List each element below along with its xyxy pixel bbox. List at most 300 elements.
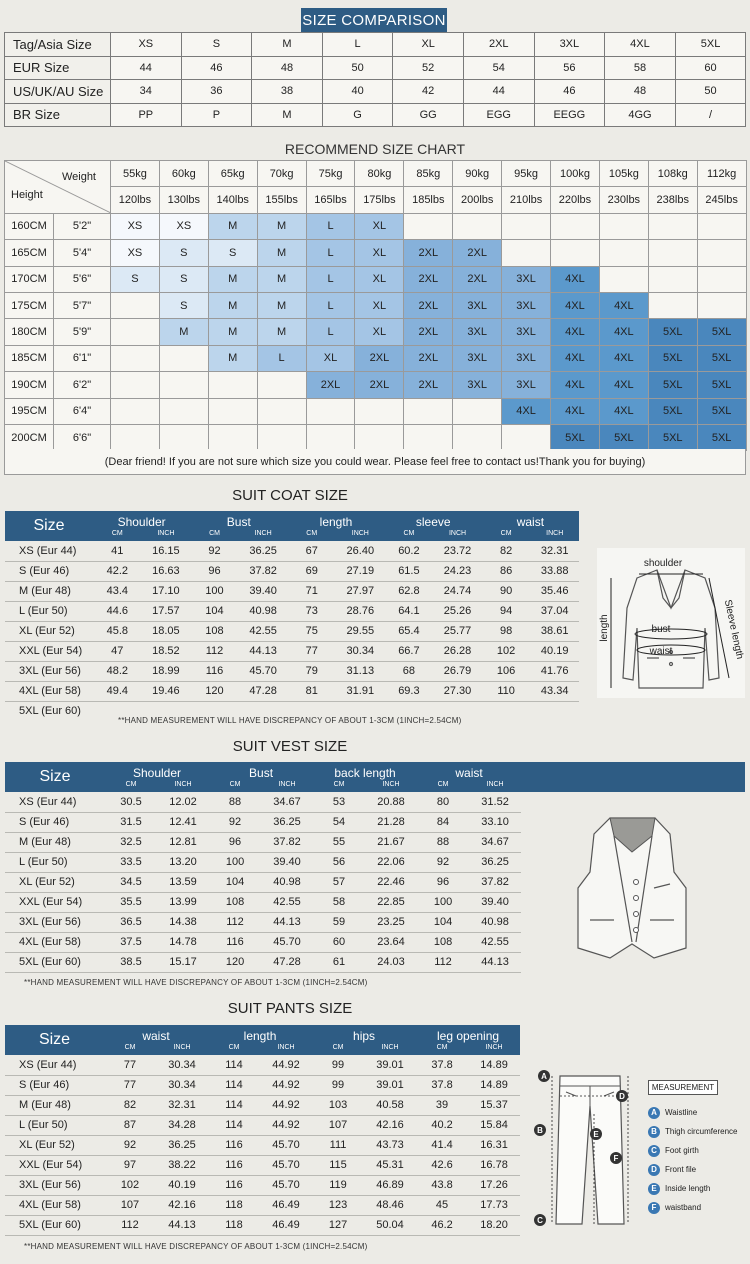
comparison-cell: 46: [534, 80, 605, 104]
vest-value-cell: 23.25: [365, 912, 417, 932]
recommend-size-cell: 3XL: [502, 292, 551, 318]
height-ft-cell: 6'1": [54, 345, 111, 371]
recommend-size-cell: [111, 345, 160, 371]
recommend-size-cell: [551, 213, 600, 239]
pants-value-cell: 39: [416, 1095, 468, 1115]
coat-value-cell: 41.76: [530, 661, 579, 681]
recommend-size-cell: 4XL: [599, 398, 648, 424]
vest-value-cell: 30.5: [105, 792, 157, 812]
coat-value-cell: 31.13: [336, 661, 385, 681]
vest-value-cell: 42.55: [261, 892, 313, 912]
coat-value-cell: 18.99: [142, 661, 191, 681]
coat-fig-length: length: [599, 614, 610, 642]
comparison-cell: 4XL: [605, 33, 676, 57]
comparison-cell: 40: [322, 80, 393, 104]
unit-inch: INCH: [448, 530, 467, 537]
pants-value-cell: 42.16: [364, 1115, 416, 1135]
recommend-size-cell: 5XL: [648, 398, 697, 424]
weight-kg-cell: 70kg: [257, 161, 306, 187]
recommend-size-cell: 4XL: [551, 292, 600, 318]
weight-lbs-cell: 175lbs: [355, 187, 404, 213]
pants-value-cell: 116: [208, 1155, 260, 1175]
coat-value-cell: 18.05: [142, 621, 191, 641]
legend-item: [648, 1122, 746, 1141]
vest-size-cell: 3XL (Eur 56): [5, 912, 105, 932]
recommend-size-cell: M: [208, 319, 257, 345]
weight-lbs-cell: 245lbs: [697, 187, 746, 213]
vest-value-cell: 42.55: [469, 932, 521, 952]
coat-value-cell: 47: [93, 641, 142, 661]
weight-lbs-cell: 130lbs: [159, 187, 208, 213]
vest-value-cell: 14.38: [157, 912, 209, 932]
pants-value-cell: 44.13: [156, 1215, 208, 1235]
height-ft-cell: 5'6": [54, 266, 111, 292]
recommend-size-cell: [697, 292, 746, 318]
coat-size-cell: 3XL (Eur 56): [5, 661, 93, 681]
recommend-size-cell: 5XL: [697, 345, 746, 371]
coat-value-cell: 60.2: [385, 541, 434, 561]
recommend-size-cell: 5XL: [648, 319, 697, 345]
comparison-cell: G: [322, 103, 393, 127]
weight-lbs-cell: 230lbs: [599, 187, 648, 213]
vest-value-cell: 37.82: [469, 872, 521, 892]
recommend-height-row: [5, 372, 747, 398]
height-cm-cell: 175CM: [5, 292, 54, 318]
coat-value-cell: 68: [385, 661, 434, 681]
legend-item: [648, 1141, 746, 1160]
vest-value-cell: 38.5: [105, 952, 157, 972]
vest-value-cell: 15.17: [157, 952, 209, 972]
recommend-size-cell: [697, 240, 746, 266]
pants-group-label: waist: [142, 1029, 170, 1043]
coat-value-cell: 27.19: [336, 561, 385, 581]
coat-value-cell: 38.61: [530, 621, 579, 641]
legend-item: [648, 1198, 746, 1217]
vest-value-cell: 59: [313, 912, 365, 932]
pants-value-cell: 127: [312, 1215, 364, 1235]
recommend-height-row: [5, 266, 747, 292]
recommend-size-cell: 2XL: [404, 240, 453, 266]
comparison-cell: 48: [605, 80, 676, 104]
vest-group-header: [105, 762, 209, 792]
recommend-size-cell: 2XL: [404, 372, 453, 398]
comparison-cell: EGG: [463, 103, 534, 127]
comparison-cell: 42: [393, 80, 464, 104]
pants-value-cell: 116: [208, 1135, 260, 1155]
recommend-size-cell: 3XL: [453, 345, 502, 371]
recommend-size-cell: 4XL: [551, 398, 600, 424]
pants-value-cell: 46.49: [260, 1215, 312, 1235]
coat-value-cell: 41: [93, 541, 142, 561]
pants-unit-labels: [208, 1043, 312, 1055]
recommend-size-cell: 3XL: [453, 372, 502, 398]
pants-value-cell: 111: [312, 1135, 364, 1155]
vest-value-cell: 55: [313, 832, 365, 852]
height-cm-cell: 170CM: [5, 266, 54, 292]
vest-value-cell: 37.82: [261, 832, 313, 852]
recommend-size-cell: [159, 398, 208, 424]
recommend-size-cell: 4XL: [599, 319, 648, 345]
comparison-cell: 38: [252, 80, 323, 104]
recommend-size-cell: [111, 372, 160, 398]
coat-unit-labels: [385, 529, 482, 541]
vest-value-cell: 13.59: [157, 872, 209, 892]
coat-value-cell: 82: [482, 541, 531, 561]
legend-item: [648, 1160, 746, 1179]
recommend-size-cell: XL: [355, 266, 404, 292]
table-row: [5, 1095, 520, 1115]
unit-cm: CM: [332, 1044, 344, 1051]
recommend-size-cell: 4XL: [502, 398, 551, 424]
pants-value-cell: 114: [208, 1095, 260, 1115]
weight-kg-cell: 75kg: [306, 161, 355, 187]
table-row: [5, 681, 579, 701]
pants-value-cell: 44.92: [260, 1075, 312, 1095]
recommend-size-cell: 2XL: [355, 372, 404, 398]
comparison-cell: XS: [111, 33, 182, 57]
coat-size-header: Size: [5, 511, 93, 541]
pants-value-cell: 45.70: [260, 1175, 312, 1195]
vest-group-label: waist: [455, 766, 483, 780]
vest-value-cell: 108: [417, 932, 469, 952]
legend-key-icon: F: [648, 1202, 660, 1214]
pants-value-cell: 14.89: [468, 1055, 520, 1075]
pants-value-cell: 16.78: [468, 1155, 520, 1175]
weight-kg-cell: 100kg: [551, 161, 600, 187]
pants-value-cell: 40.19: [156, 1175, 208, 1195]
vest-unit-labels: [209, 780, 313, 792]
recommend-size-cell: L: [306, 240, 355, 266]
coat-value-cell: 39.40: [239, 581, 288, 601]
recommend-size-cell: [355, 424, 404, 450]
recommend-size-cell: 5XL: [648, 345, 697, 371]
coat-value-cell: 44.6: [93, 601, 142, 621]
recommend-size-cell: 3XL: [453, 292, 502, 318]
recommend-size-cell: [599, 266, 648, 292]
pants-value-cell: 46.2: [416, 1215, 468, 1235]
coat-value-cell: 110: [482, 681, 531, 701]
recommend-size-cell: [257, 398, 306, 424]
coat-value-cell: 106: [482, 661, 531, 681]
vest-group-header: [417, 762, 521, 792]
recommend-size-cell: L: [306, 266, 355, 292]
pants-value-cell: 44.92: [260, 1115, 312, 1135]
vest-value-cell: 112: [417, 952, 469, 972]
pants-value-cell: 16.31: [468, 1135, 520, 1155]
recommend-size-cell: [257, 372, 306, 398]
pants-value-cell: 97: [104, 1155, 156, 1175]
pants-value-cell: 44.92: [260, 1055, 312, 1075]
coat-value-cell: 69.3: [385, 681, 434, 701]
pants-value-cell: 39.01: [364, 1075, 416, 1095]
vest-value-cell: 57: [313, 872, 365, 892]
pants-value-cell: 114: [208, 1055, 260, 1075]
comparison-cell: GG: [393, 103, 464, 127]
height-ft-cell: 5'2": [54, 213, 111, 239]
coat-value-cell: 19.46: [142, 681, 191, 701]
coat-value-cell: 75: [287, 621, 336, 641]
comparison-cell: 56: [534, 56, 605, 80]
coat-group-label: waist: [516, 515, 545, 529]
pants-value-cell: 40.58: [364, 1095, 416, 1115]
coat-value-cell: 77: [287, 641, 336, 661]
pants-value-cell: 119: [312, 1175, 364, 1195]
unit-inch: INCH: [382, 781, 400, 788]
vest-value-cell: 31.52: [469, 792, 521, 812]
vest-value-cell: 120: [209, 952, 261, 972]
recommend-size-cell: [648, 240, 697, 266]
vest-value-cell: 34.67: [261, 792, 313, 812]
weight-lbs-cell: 220lbs: [551, 187, 600, 213]
coat-value-cell: 28.76: [336, 601, 385, 621]
recommend-size-cell: 4XL: [551, 372, 600, 398]
unit-inch: INCH: [381, 1044, 399, 1051]
coat-group-label: sleeve: [415, 515, 451, 529]
legend-key-icon: D: [648, 1164, 660, 1176]
recommend-size-cell: 3XL: [453, 319, 502, 345]
pants-value-cell: 37.8: [416, 1075, 468, 1095]
recommend-size-cell: [697, 266, 746, 292]
vest-group-label: Shoulder: [132, 766, 182, 780]
vest-value-cell: 56: [313, 852, 365, 872]
pants-value-cell: 102: [104, 1175, 156, 1195]
coat-size-cell: L (Eur 50): [5, 601, 93, 621]
coat-size-cell: XL (Eur 52): [5, 621, 93, 641]
coat-value-cell: 62.8: [385, 581, 434, 601]
weight-lbs-cell: 120lbs: [111, 187, 160, 213]
vest-value-cell: 22.46: [365, 872, 417, 892]
recommend-size-cell: M: [257, 240, 306, 266]
suit-coat-table: [5, 511, 579, 721]
pants-size-cell: 5XL (Eur 60): [5, 1215, 104, 1235]
size-comparison-table: [4, 32, 746, 127]
pants-value-cell: 87: [104, 1115, 156, 1135]
pants-value-cell: 45.70: [260, 1135, 312, 1155]
recommend-size-cell: [404, 424, 453, 450]
vest-value-cell: 96: [417, 872, 469, 892]
recommend-size-cell: [453, 398, 502, 424]
comparison-cell: 52: [393, 56, 464, 80]
coat-fig-sleeve: Sleeve length: [721, 598, 745, 661]
coat-value-cell: 27.97: [336, 581, 385, 601]
vest-size-header: Size: [5, 762, 105, 792]
pants-size-cell: M (Eur 48): [5, 1095, 104, 1115]
vest-size-cell: XXL (Eur 54): [5, 892, 105, 912]
pants-value-cell: 45: [416, 1195, 468, 1215]
vest-value-cell: 108: [209, 892, 261, 912]
pants-group-label: leg opening: [437, 1029, 500, 1043]
weight-lbs-cell: 185lbs: [404, 187, 453, 213]
coat-value-cell: 37.04: [530, 601, 579, 621]
legend-key-icon: B: [648, 1126, 660, 1138]
coat-value-cell: 86: [482, 561, 531, 581]
recommend-size-cell: 4XL: [599, 372, 648, 398]
height-cm-cell: 160CM: [5, 213, 54, 239]
pants-size-cell: XL (Eur 52): [5, 1135, 104, 1155]
legend-label: Thigh circumference: [665, 1127, 738, 1136]
comparison-cell: L: [322, 33, 393, 57]
pants-value-cell: 36.25: [156, 1135, 208, 1155]
table-row: [5, 601, 579, 621]
recommend-size-cell: [355, 398, 404, 424]
coat-value-cell: 40.19: [530, 641, 579, 661]
height-ft-cell: 6'2": [54, 372, 111, 398]
pants-fig-e: E: [593, 1130, 599, 1139]
comparison-cell: 44: [111, 56, 182, 80]
unit-cm: CM: [306, 530, 318, 537]
recommend-size-cell: M: [208, 292, 257, 318]
pants-fig-f: F: [613, 1154, 619, 1163]
recommend-size-cell: M: [208, 213, 257, 239]
recommend-size-cell: XS: [159, 213, 208, 239]
coat-value-cell: 48.2: [93, 661, 142, 681]
pants-value-cell: 107: [104, 1195, 156, 1215]
coat-size-cell: 5XL (Eur 60): [19, 705, 81, 718]
coat-size-cell: M (Eur 48): [5, 581, 93, 601]
pants-size-cell: L (Eur 50): [5, 1115, 104, 1135]
unit-cm: CM: [124, 1044, 136, 1051]
recommend-size-cell: M: [257, 319, 306, 345]
pants-value-cell: 50.04: [364, 1215, 416, 1235]
vest-value-cell: 36.25: [469, 852, 521, 872]
pants-value-cell: 99: [312, 1055, 364, 1075]
coat-value-cell: 26.28: [433, 641, 482, 661]
comparison-cell: XL: [393, 33, 464, 57]
pants-size-cell: XS (Eur 44): [5, 1055, 104, 1075]
recommend-size-cell: XL: [355, 240, 404, 266]
pants-group-header: [416, 1025, 520, 1055]
coat-value-cell: 16.15: [142, 541, 191, 561]
suit-pants-title: SUIT PANTS SIZE: [227, 1000, 353, 1017]
pants-value-cell: 77: [104, 1075, 156, 1095]
pants-value-cell: 46.89: [364, 1175, 416, 1195]
suit-vest-title: SUIT VEST SIZE: [232, 738, 348, 755]
coat-value-cell: 96: [190, 561, 239, 581]
vest-value-cell: 58: [313, 892, 365, 912]
coat-size-cell: XXL (Eur 54): [5, 641, 93, 661]
pants-group-header: [104, 1025, 208, 1055]
pants-value-cell: 18.20: [468, 1215, 520, 1235]
coat-value-cell: 90: [482, 581, 531, 601]
height-label: Height: [11, 189, 43, 201]
vest-value-cell: 92: [209, 812, 261, 832]
vest-size-cell: XL (Eur 52): [5, 872, 105, 892]
coat-group-header: [93, 511, 190, 541]
comparison-cell: 54: [463, 56, 534, 80]
coat-value-cell: 108: [190, 621, 239, 641]
height-cm-cell: 185CM: [5, 345, 54, 371]
pants-value-cell: 15.37: [468, 1095, 520, 1115]
unit-cm: CM: [500, 530, 512, 537]
vest-group-label: Bust: [249, 766, 274, 780]
pants-value-cell: 17.26: [468, 1175, 520, 1195]
pants-fig-c: C: [537, 1216, 543, 1225]
coat-value-cell: 45.8: [93, 621, 142, 641]
coat-value-cell: 43.4: [93, 581, 142, 601]
comparison-cell: 60: [675, 56, 746, 80]
coat-value-cell: 26.79: [433, 661, 482, 681]
vest-value-cell: 36.25: [261, 812, 313, 832]
pants-value-cell: 14.89: [468, 1075, 520, 1095]
vest-value-cell: 34.67: [469, 832, 521, 852]
comparison-cell: 50: [322, 56, 393, 80]
pants-value-cell: 123: [312, 1195, 364, 1215]
height-ft-cell: 5'4": [54, 240, 111, 266]
vest-header-row: [5, 762, 745, 792]
recommend-size-cell: 2XL: [404, 266, 453, 292]
vest-value-cell: 40.98: [469, 912, 521, 932]
vest-value-cell: 39.40: [261, 852, 313, 872]
pants-value-cell: 114: [208, 1075, 260, 1095]
vest-value-cell: 24.03: [365, 952, 417, 972]
recommend-size-cell: 2XL: [404, 319, 453, 345]
table-row: [5, 661, 579, 681]
coat-group-label: Bust: [226, 515, 251, 529]
vest-value-cell: 39.40: [469, 892, 521, 912]
weight-lbs-cell: 140lbs: [208, 187, 257, 213]
measurement-legend: [648, 1080, 746, 1217]
recommend-height-row: [5, 292, 747, 318]
recommend-size-cell: 5XL: [697, 424, 746, 450]
coat-value-cell: 24.74: [433, 581, 482, 601]
recommend-size-cell: 4XL: [551, 266, 600, 292]
coat-size-cell: XS (Eur 44): [5, 541, 93, 561]
recommend-size-cell: 5XL: [697, 398, 746, 424]
recommend-height-row: [5, 398, 747, 424]
recommend-size-cell: 5XL: [648, 424, 697, 450]
coat-fig-shoulder: shoulder: [643, 558, 683, 569]
pants-value-cell: 41.4: [416, 1135, 468, 1155]
pants-fig-b: B: [537, 1126, 543, 1135]
recommend-size-cell: M: [159, 319, 208, 345]
weight-kg-cell: 108kg: [648, 161, 697, 187]
suit-pants-icon: [530, 1066, 640, 1236]
coat-value-cell: 49.4: [93, 681, 142, 701]
unit-cm: CM: [333, 781, 345, 788]
height-ft-cell: 5'9": [54, 319, 111, 345]
recommend-size-cell: [159, 372, 208, 398]
height-cm-cell: 190CM: [5, 372, 54, 398]
coat-value-cell: 17.57: [142, 601, 191, 621]
unit-inch: INCH: [485, 1044, 503, 1051]
recommend-size-cell: 4XL: [599, 292, 648, 318]
pants-value-cell: 38.22: [156, 1155, 208, 1175]
recommend-size-cell: [404, 213, 453, 239]
recommend-size-cell: 2XL: [355, 345, 404, 371]
legend-item: [648, 1179, 746, 1198]
comparison-cell: PP: [111, 103, 182, 127]
coat-fig-bust: bust: [651, 624, 671, 635]
table-row: [5, 621, 579, 641]
comparison-cell: 46: [181, 56, 252, 80]
vest-value-cell: 36.5: [105, 912, 157, 932]
coat-value-cell: 29.55: [336, 621, 385, 641]
coat-value-cell: 32.31: [530, 541, 579, 561]
pants-value-cell: 37.8: [416, 1055, 468, 1075]
recommend-size-cell: XL: [355, 213, 404, 239]
unit-inch: INCH: [173, 1044, 191, 1051]
vest-unit-labels: [313, 780, 417, 792]
recommend-size-cell: 5XL: [551, 424, 600, 450]
recommend-size-cell: [697, 213, 746, 239]
legend-label: Foot girth: [665, 1146, 699, 1155]
legend-item: [648, 1103, 746, 1122]
coat-value-cell: 24.23: [433, 561, 482, 581]
coat-value-cell: 40.98: [239, 601, 288, 621]
coat-value-cell: 25.26: [433, 601, 482, 621]
recommend-size-cell: [111, 319, 160, 345]
height-ft-cell: 5'7": [54, 292, 111, 318]
